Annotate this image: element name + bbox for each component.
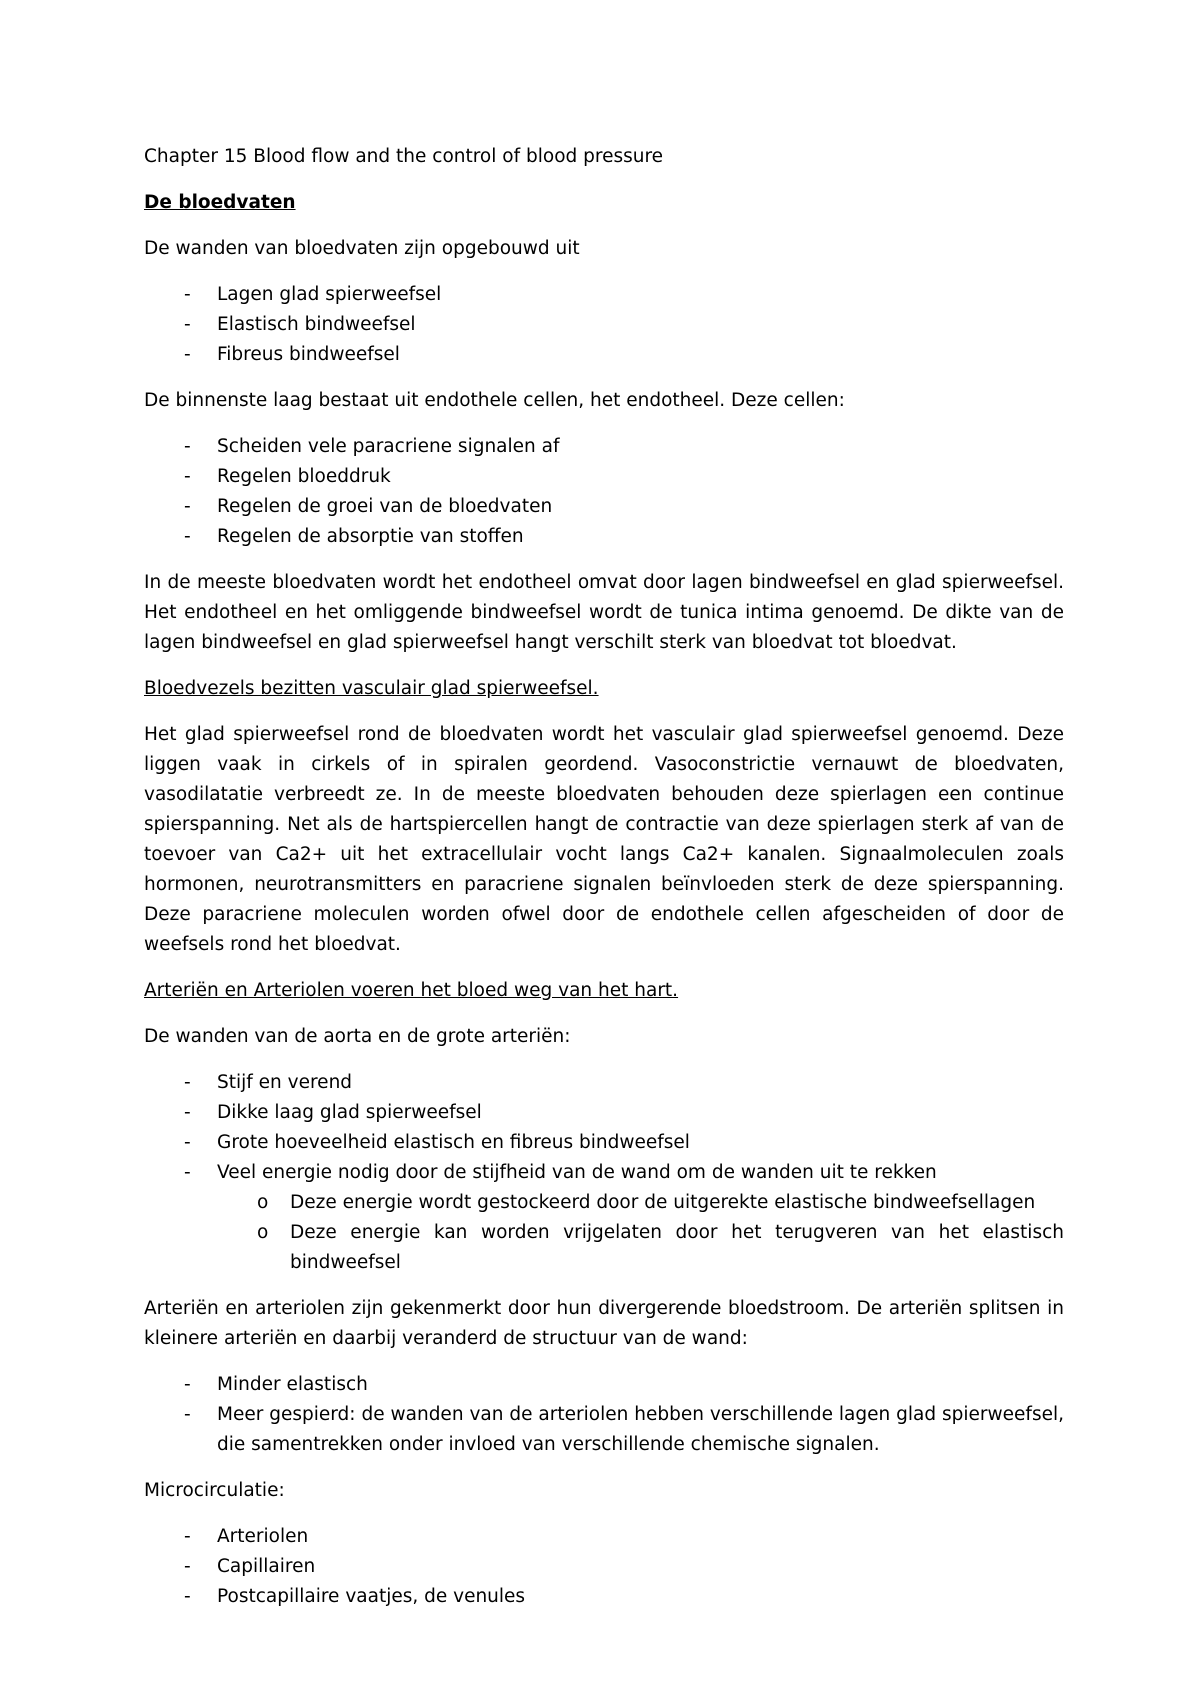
list-wand-lagen — [144, 280, 1064, 370]
list-aorta-eigenschappen — [144, 1068, 1064, 1278]
sublist-item: o Deze energie kan worden vrijgelaten door het terugveren van het elastisch bindweefsel — [257, 1222, 1064, 1273]
list-item: - Regelen de groei van de bloedvaten — [184, 496, 553, 517]
paragraph-aorta-intro: De wanden van de aorta en de grote arteriën: — [144, 1026, 571, 1047]
list-microcirculatie — [144, 1522, 1064, 1612]
list-item: - Capillairen — [184, 1556, 316, 1577]
list-item: - Lagen glad spierweefsel — [184, 284, 442, 305]
document-title: Chapter 15 Blood flow and the control of blood pressure — [144, 146, 664, 167]
paragraph-vasculair: Het glad spierweefsel rond de bloedvaten wordt het vasculair glad spierweefsel genoemd. Deze liggen vaak in cirkels of in spiralen geordend. Vasoconstrictie vernauwt de bloedvaten, vasodilatatie verbreedt ze. In de meeste bloedvaten behouden deze spierlagen een continue spierspanning. Net als de hartspiercellen hangt de contractie van deze spierlagen sterk af van de toevoer van Ca2+ uit het extracellulair vocht langs Ca2+ kanalen. Signaalmoleculen zoals hormonen, neurotransmitters en paracriene signalen beïnvloeden sterk de deze spierspanning. Deze paracriene moleculen worden ofwel door de endothele cellen afgescheiden of door de weefsels rond het bloedvat. — [144, 724, 1064, 955]
list-item: - Arteriolen — [184, 1526, 309, 1547]
section-heading-microcirculatie: Microcirculatie: — [144, 1480, 285, 1501]
list-item: - Scheiden vele paracriene signalen af — [184, 436, 560, 457]
list-item: - Postcapillaire vaatjes, de venules — [184, 1586, 526, 1607]
list-item: - Fibreus bindweefsel — [184, 344, 400, 365]
paragraph-endotheel: De binnenste laag bestaat uit endothele cellen, het endotheel. Deze cellen: — [144, 390, 845, 411]
list-item: - Regelen de absorptie van stoffen — [184, 526, 524, 547]
list-item: - Minder elastisch — [184, 1374, 368, 1395]
list-item: - Elastisch bindweefsel — [184, 314, 416, 335]
paragraph-wanden-intro: De wanden van bloedvaten zijn opgebouwd uit — [144, 238, 580, 259]
list-item: - Regelen bloeddruk — [184, 466, 391, 487]
list-endotheel-functies — [144, 432, 1064, 552]
document-page — [144, 142, 1064, 1628]
list-item: - Grote hoeveelheid elastisch en fibreus bindweefsel — [184, 1132, 690, 1153]
paragraph-divergerend: Arteriën en arteriolen zijn gekenmerkt door hun divergerende bloedstroom. De arteriën splitsen in kleinere arteriën en daarbij veranderd de structuur van de wand: — [144, 1298, 1064, 1349]
section-heading-bloedvaten: De bloedvaten — [144, 192, 296, 213]
sublist-energie — [217, 1188, 1064, 1278]
paragraph-tunica-intima: In de meeste bloedvaten wordt het endotheel omvat door lagen bindweefsel en glad spierweefsel. Het endotheel en het omliggende bindweefsel wordt de tunica intima genoemd. De dikte van de lagen bindweefsel en glad spierweefsel hangt verschilt sterk van bloedvat tot bloedvat. — [144, 572, 1064, 653]
sublist-item: o Deze energie wordt gestockeerd door de uitgerekte elastische bindweefsellagen — [257, 1192, 1036, 1213]
list-item: - Dikke laag glad spierweefsel — [184, 1102, 482, 1123]
list-arteriolen-wand — [144, 1370, 1064, 1460]
section-heading-arterien: Arteriën en Arteriolen voeren het bloed weg van het hart. — [144, 980, 679, 1001]
list-item: - Stijf en verend — [184, 1072, 353, 1093]
list-item: - Meer gespierd: de wanden van de arteriolen hebben verschillende lagen glad spierweefsel, die samentrekken onder invloed van verschillende chemische signalen. — [184, 1404, 1064, 1455]
section-heading-vasculair: Bloedvezels bezitten vasculair glad spierweefsel. — [144, 678, 599, 699]
list-item: - Veel energie nodig door de stijfheid van de wand om de wanden uit te rekken o Deze energie wordt gestockeerd door de uitgerekte elastische bindweefsellagen o Deze energie kan worden vrijgelaten door het terugveren van het elastisch bindweefsel — [144, 1158, 1064, 1278]
